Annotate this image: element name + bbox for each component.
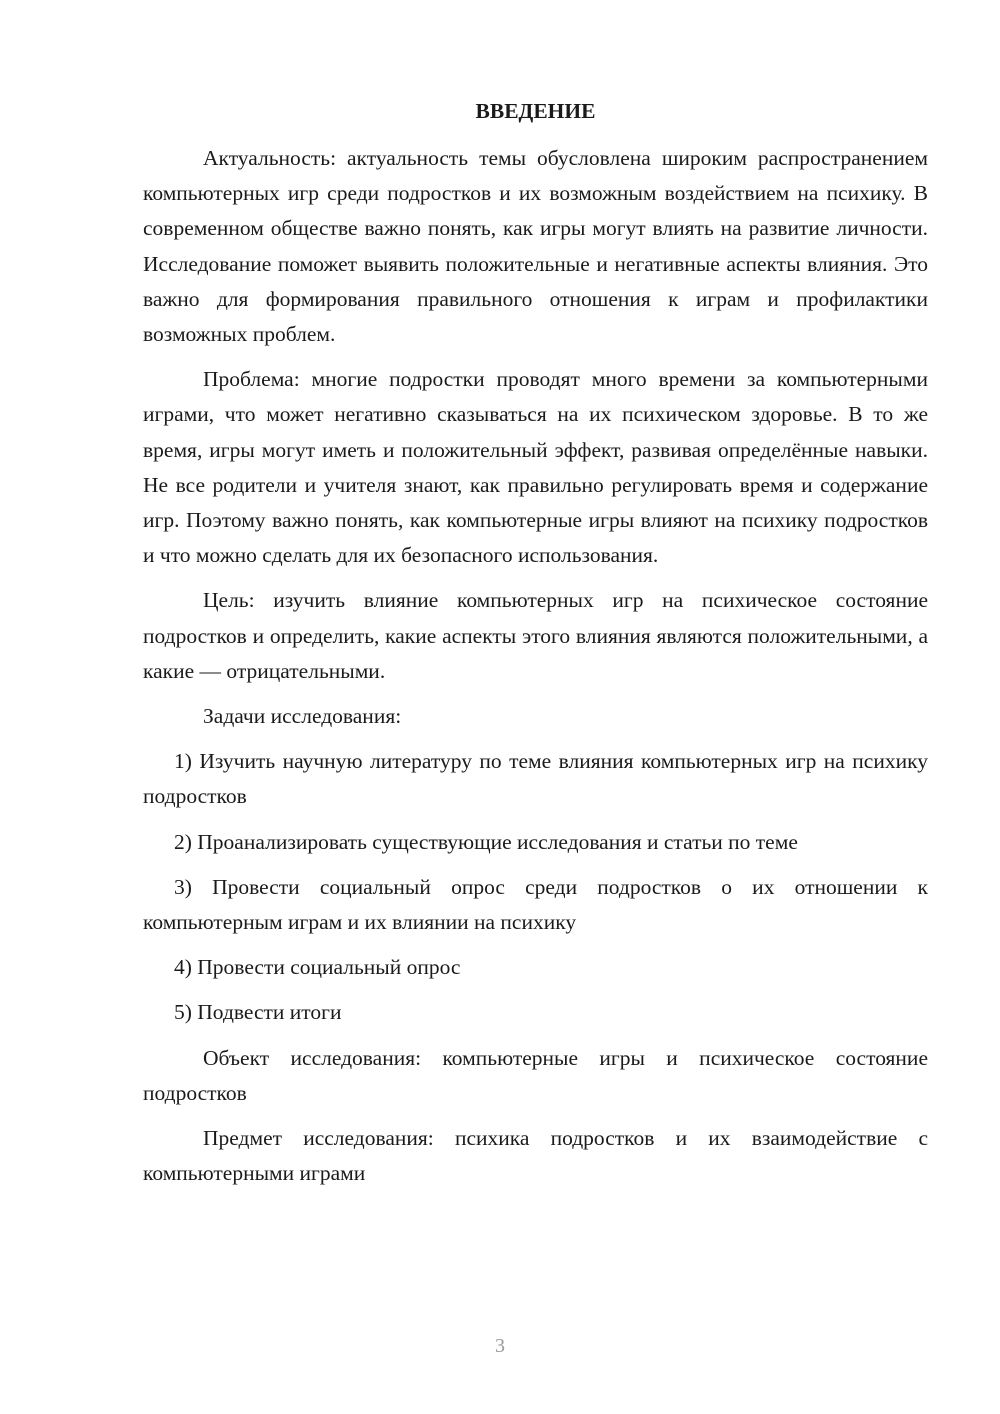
page-title: ВВЕДЕНИЕ	[475, 99, 596, 123]
task-item-1: 1) Изучить научную литературу по теме влияния компьютерных игр на психику подростков	[143, 749, 928, 809]
task-item-2: 2) Проанализировать существующие исследования и статьи по теме	[174, 829, 798, 854]
task-item-3: 3) Провести социальный опрос среди подростков о их отношении к компьютерным играм и их влиянии на психику	[143, 874, 928, 935]
subject-paragraph: Предмет исследования: психика подростков и их взаимодействие с компьютерными играми	[143, 1126, 928, 1186]
tasks-title: Задачи исследования:	[203, 704, 402, 729]
task-item-4: 4) Провести социальный опрос	[174, 955, 461, 980]
task-item-5: 5) Подвести итоги	[174, 1000, 342, 1025]
problem-paragraph: Проблема: многие подростки проводят много времени за компьютерными играми, что может негативно сказываться на их психическом здоровье. В то же время, игры могут иметь и положительный эффект, развивая определённые навыки. Не все родители и учителя знают, как правильно регулировать время и содержание игр. Поэтому важно понять, как компьютерные игры влияют на психику подростков и что можно сделать для их безопасного использования.	[143, 367, 928, 568]
document-body	[143, 94, 928, 1201]
page-number: 3	[495, 1335, 505, 1357]
relevance-paragraph: Актуальность: актуальность темы обусловлена широким распространением компьютерных игр среди подростков и их возможным воздействием на психику. В современном обществе важно понять, как игры могут влиять на развитие личности. Исследование поможет выявить положительные и негативные аспекты влияния. Это важно для формирования правильного отношения к играм и профилактики возможных проблем.	[143, 146, 928, 347]
goal-paragraph: Цель: изучить влияние компьютерных игр на психическое состояние подростков и определить, какие аспекты этого влияния являются положительными, а какие — отрицательными.	[143, 588, 928, 683]
object-paragraph: Объект исследования: компьютерные игры и психическое состояние подростков	[143, 1045, 928, 1105]
